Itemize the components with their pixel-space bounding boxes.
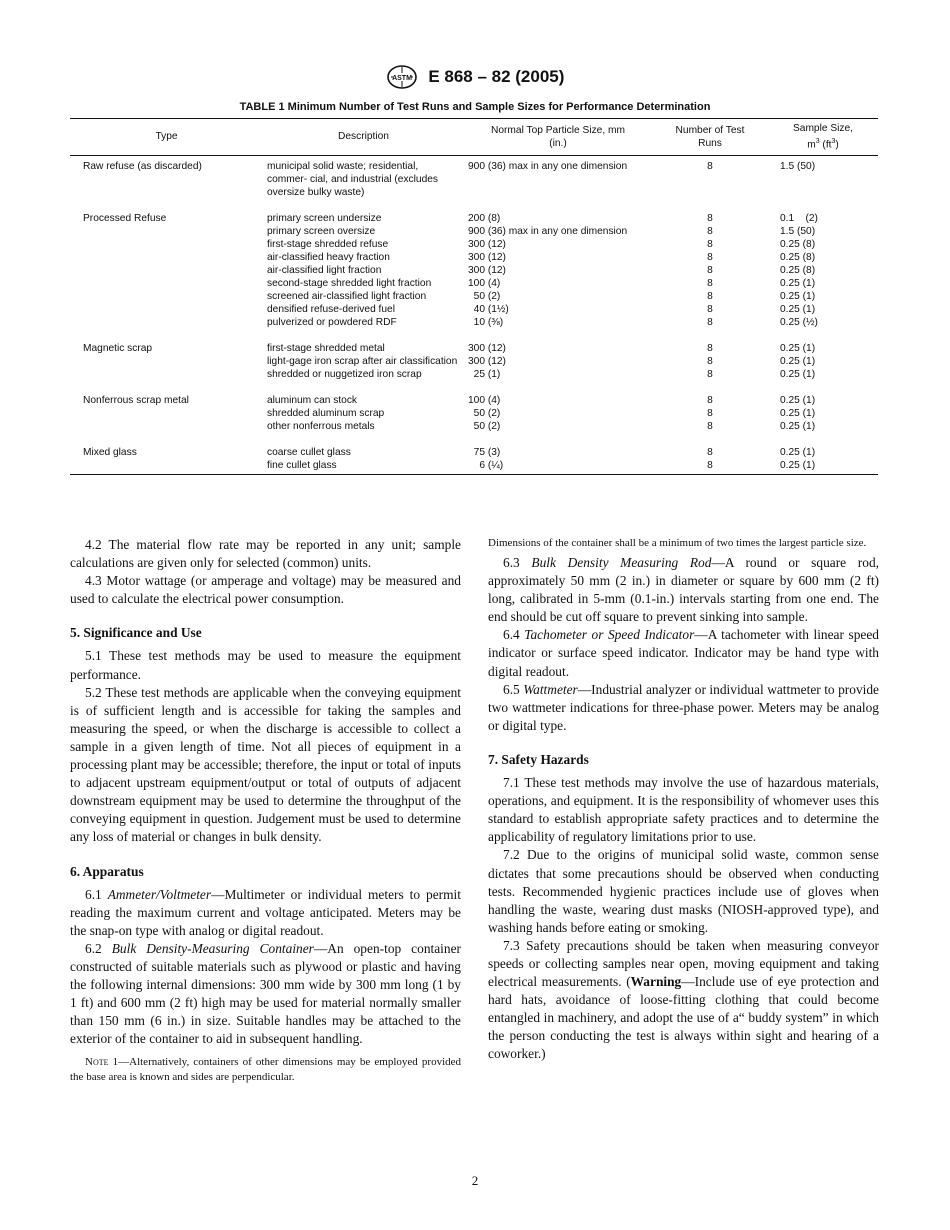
table-row: pulverized or powdered RDF 10 (⅜) 8 0.25 (½)	[267, 317, 818, 329]
table-row: fine cullet glass 6 (¼) 8 0.25 (1)	[70, 459, 878, 475]
section-6-heading: 6. Apparatus	[70, 863, 144, 879]
table-row: Processed Refuse primary screen undersize 200 (8) 8 0.1 (2)	[83, 213, 818, 225]
col-type-header: Type	[70, 119, 263, 156]
table-row: air-classified heavy fraction 300 (12) 8 0.25 (8)	[267, 252, 816, 264]
table-row: Mixed glass coarse cullet glass 75 (3) 8 0.25 (1)	[83, 447, 816, 459]
paragraph-6-3: 6.3 Bulk Density Measuring Rod—A round or square rod, approximately 50 mm (2 in.) in diameter or square by 600 mm (2 ft) long, calibrated in 5-mm (0.1-in.) intervals starting from one end. The end should be cut off square to prevent sinking into sample.	[488, 555, 879, 625]
svg-text:ASTM: ASTM	[391, 75, 412, 82]
table-caption: TABLE 1 Minimum Number of Test Runs and Sample Sizes for Performance Determination	[239, 101, 711, 113]
table-row: other nonferrous metals 50 (2) 8 0.25 (1)	[267, 421, 816, 433]
col-description-header: Description	[263, 119, 464, 156]
paragraph-4-3: 4.3 Motor wattage (or amperage and voltage) may be measured and used to calculate the electrical power consumption.	[70, 573, 461, 607]
table-row: screened air-classified light fraction 50 (2) 8 0.25 (1)	[267, 291, 816, 303]
paragraph-5-1: 5.1 These test methods may be used to measure the equipment performance.	[70, 648, 461, 682]
paragraph-6-1: 6.1 Ammeter/Voltmeter—Multimeter or individual meters to permit reading the maximum current and voltage anticipated. Meters may be the snap-on type with analog or digital readout.	[70, 886, 461, 938]
section-5-heading: 5. Significance and Use	[70, 625, 202, 641]
table-row: Magnetic scrap first-stage shredded metal 300 (12) 8 0.25 (1)	[83, 343, 816, 355]
table-row: primary screen oversize 900 (36) max in any one dimension 8 1.5 (50)	[267, 226, 816, 238]
table-row: first-stage shredded refuse 300 (12) 8 0.25 (8)	[267, 239, 816, 251]
col-size-header: Normal Top Particle Size, mm (in.)	[464, 119, 652, 156]
table-row: light-gage iron scrap after air classification 300 (12) 8 0.25 (1)	[267, 356, 816, 368]
paragraph-7-3: 7.3 Safety precautions should be taken when measuring conveyor speeds or collecting samples near open, moving equipment and taking electrical measurements. (Warning—Include use of eye protection and hard hats, avoidance of loose-fitting clothing that could become entangled in machinery, and adopt the use of a“ buddy system” in which the person conducting the test is always within sight and hearing of a coworker.)	[488, 937, 879, 1062]
astm-logo-icon	[386, 64, 418, 90]
col-sample-header: Sample Size, $m^3$ $(ft^3)$	[768, 119, 878, 156]
left-column	[70, 536, 461, 1085]
table-row: air-classified light fraction 300 (12) 8 0.25 (8)	[267, 265, 816, 277]
table-row: second-stage shredded light fraction 100 (4) 8 0.25 (1)	[267, 278, 816, 290]
table-row: shredded aluminum scrap 50 (2) 8 0.25 (1)	[267, 408, 816, 420]
table-header-row	[70, 119, 878, 156]
page-header	[0, 64, 950, 90]
paragraph-6-4: 6.4 Tachometer or Speed Indicator—A tachometer with linear speed indicator or surface speed indicator. Indicator may be hand type with digital readout.	[488, 627, 879, 679]
note-1-continued: Dimensions of the container shall be a minimum of two times the largest particle size.	[488, 537, 867, 549]
standard-designation: E 868 – 82 (2005)	[428, 67, 565, 86]
paragraph-6-2: 6.2 Bulk Density-Measuring Container—An open-top container constructed of suitable materials such as plywood or plastic and having the following internal dimensions: 300 mm wide by 300 mm long (1 by 1 ft) and 600 mm (2 ft) high may be used for material normally smaller than 150 mm (6 in.) in size. Suitable handles may be attached to the exterior of the container to aid in subsequent handling.	[70, 940, 461, 1047]
paragraph-6-5: 6.5 Wattmeter—Industrial analyzer or individual wattmeter to provide two wattmeter indications for three-phase power. Meters may be analog or digital type.	[488, 681, 879, 733]
table-row: Nonferrous scrap metal aluminum can stock 100 (4) 8 0.25 (1)	[83, 395, 816, 407]
paragraph-4-2: 4.2 The material flow rate may be reported in any unit; sample calculations are given only for selected (common) units.	[70, 537, 461, 571]
section-7-heading: 7. Safety Hazards	[488, 751, 589, 767]
paragraph-7-2: 7.2 Due to the origins of municipal solid waste, common sense dictates that some precautions should be observed when conducting tests. Recommended hygienic practices include use of gloves when handling the waste, wearing dust masks (NIOSH-approved type), and washing hands before eating or smoking.	[488, 847, 879, 935]
table-row: densified refuse-derived fuel 40 (1½) 8 0.25 (1)	[267, 304, 816, 316]
page-number: 2	[471, 1173, 479, 1188]
paragraph-7-1: 7.1 These test methods may involve the use of hazardous materials, operations, and equipment. It is the responsibility of whomever uses this standard to establish appropriate safety practices and to determine the applicability of regulatory limitations prior to use.	[488, 775, 879, 845]
table-row: Raw refuse (as discarded) municipal solid waste; residential, commer- cial, and industrial (excludes oversize bulky waste) 900 (36) max in any one dimension 8 1.5 (50)	[83, 161, 816, 199]
note-1: Note 1—Alternatively, containers of other dimensions may be employed provided the base area is known and sides are perpendicular.	[70, 1056, 462, 1084]
table-row: shredded or nuggetized iron scrap 25 (1) 8 0.25 (1)	[267, 369, 816, 381]
right-column	[488, 536, 879, 1064]
paragraph-5-2: 5.2 These test methods are applicable when the conveying equipment is of sufficient length and is accessible for taking the samples and measuring the speed, or when the discharge is accessible to collect a sample in a given length of time. Not all pieces of equipment in a processing plant may be accessible; therefore, the input or total of inputs to adjacent upstream equipment/output or total of outputs of adjacent downstream equipment may be used to determine the throughput of the conveying equipment in question. Judgement must be used to determine any loss of material or changes in bulk density.	[70, 684, 461, 845]
performance-table	[70, 118, 878, 475]
col-runs-header: Number of Test Runs	[652, 119, 768, 156]
